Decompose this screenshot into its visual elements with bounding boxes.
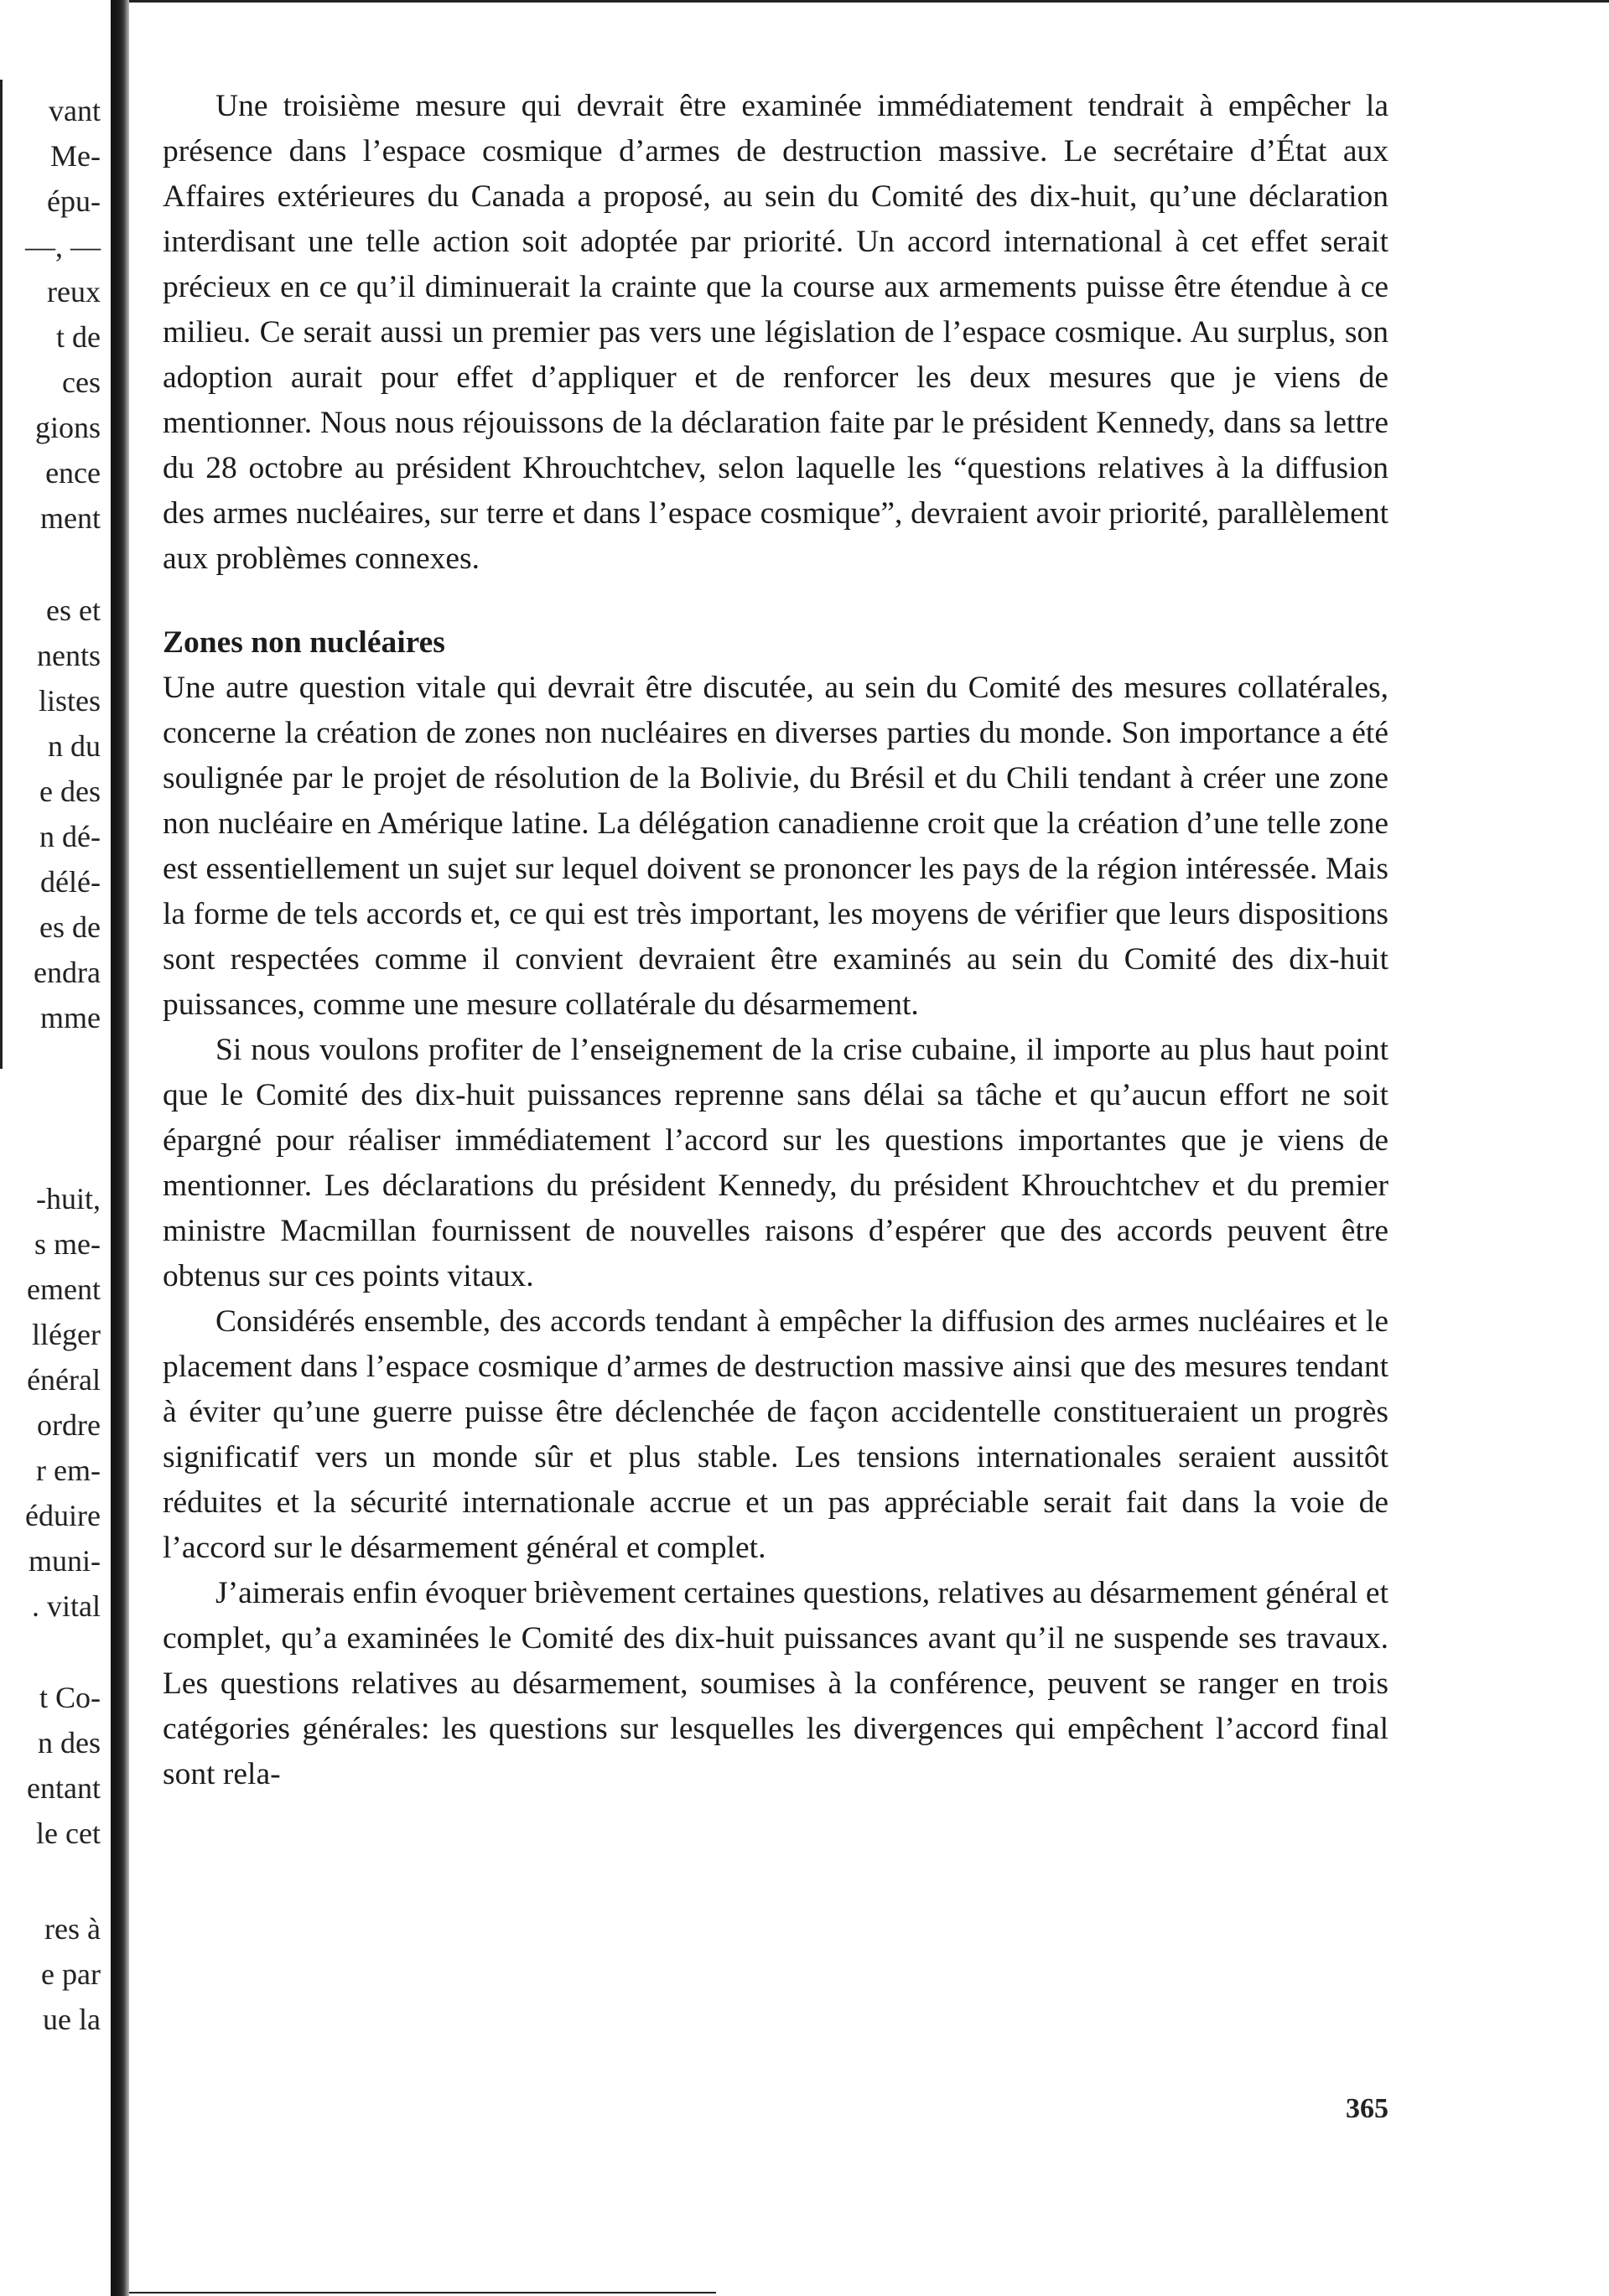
facing-page-fragment: ces	[62, 365, 101, 399]
facing-page-fragment: lléger	[32, 1318, 101, 1351]
facing-page-fragment: mme	[40, 1001, 101, 1034]
facing-page-fragment: s me-	[34, 1227, 101, 1261]
facing-page-fragment: es de	[39, 910, 101, 944]
facing-page-fragment: Me-	[50, 139, 101, 173]
facing-page-fragment: e par	[41, 1957, 101, 1991]
facing-page-fragment: délé-	[40, 865, 101, 899]
facing-page-rule	[0, 80, 3, 1069]
facing-page-fragment: . vital	[32, 1589, 101, 1623]
facing-page-fragment: ment	[40, 501, 101, 535]
text-column	[163, 84, 1388, 1797]
facing-page-fragment: —, —	[25, 230, 101, 263]
facing-page-fragment: n du	[48, 729, 101, 763]
body-paragraph: Une autre question vitale qui devrait être discutée, au sein du Comité des mesures collatérales, concerne la création de zones non nucléaires en diverses parties du monde. Son importance a été soulignée par le projet de résolution de la Bolivie, du Brésil et du Chili tendant à créer une zone non nucléaire en Amérique latine. La délégation canadienne croit que la création d’une telle zone est essentiellement un sujet sur lequel doivent se prononcer les pays de la région intéressée. Mais la forme de tels accords et, ce qui est très important, les moyens de vérifier que leurs dispositions sont respectées comme il convient devraient être examinés au sein du Comité des dix-huit puissances, comme une mesure collatérale du désarmement.	[163, 671, 1388, 1022]
facing-page-fragment: épu-	[47, 184, 101, 218]
facing-page-fragment: nents	[37, 639, 101, 672]
facing-page-fragment: muni-	[29, 1544, 101, 1578]
body-paragraph: Une troisième mesure qui devrait être examinée immédiatement tendrait à empêcher la présence dans l’espace cosmique d’armes de destruction massive. Le secrétaire d’État aux Affaires extérieures du Canada a proposé, au sein du Comité des dix-huit, qu’une déclaration interdisant une telle action soit adoptée par priorité. Un accord international à cet effet serait précieux en ce qu’il diminuerait la crainte que la course aux armements puisse être étendue à ce milieu. Ce serait aussi un premier pas vers une législation de l’espace cosmique. Au surplus, son adoption aurait pour effet d’appliquer et de renforcer les deux mesures que je viens de mentionner. Nous nous réjouissons de la déclaration faite par le président Kennedy, dans sa lettre du 28 octobre au président Khrouchtchev, selon laquelle les “questions relatives à la diffusion des armes nucléaires, sur terre et dans l’espace cosmique”, devraient avoir priorité, parallèlement aux problèmes connexes.	[163, 89, 1388, 576]
body-paragraph: Considérés ensemble, des accords tendant à empêcher la diffusion des armes nucléaires et le placement dans l’espace cosmique d’armes de destruction massive ainsi que des mesures tendant à éviter qu’une guerre puisse être déclenchée de façon accidentelle constitueraient un progrès significatif vers un monde sûr et plus stable. Les tensions internationales seraient aussitôt réduites et la sécurité internationale accrue et un pas appréciable serait fait dans la voie de l’accord sur le désarmement général et complet.	[163, 1304, 1388, 1565]
top-border-rule	[113, 0, 1609, 3]
facing-page-fragment: gions	[34, 411, 101, 444]
facing-page-fragment: ence	[45, 456, 101, 490]
facing-page-fragment: es et	[46, 593, 101, 627]
facing-page-fragment: éduire	[25, 1499, 101, 1532]
facing-page-fragment: -huit,	[36, 1182, 101, 1215]
facing-page-fragment: t Co-	[39, 1681, 101, 1714]
page-number: 365	[1346, 2093, 1388, 2124]
body-paragraph: J’aimerais enfin évoquer brièvement certaines questions, relatives au désarmement général et complet, qu’a examinées le Comité des dix-huit puissances avant qu’il ne suspende ses travaux. Les questions relatives au désarmement, soumises à la conférence, peuvent se ranger en trois catégories générales: les questions sur lesquelles les divergences qui empêchent l’accord final sont rela-	[163, 1576, 1388, 1791]
facing-page-fragment: res à	[44, 1912, 101, 1946]
facing-page-fragment: le cet	[36, 1817, 101, 1850]
facing-page-fragment: n des	[38, 1726, 101, 1760]
facing-page-fragment: e des	[39, 775, 101, 808]
bottom-rule	[129, 2292, 716, 2293]
binding-gutter	[111, 0, 129, 2296]
facing-page-fragment: ordre	[37, 1408, 101, 1442]
facing-page-fragment: n dé-	[39, 820, 101, 853]
facing-page-fragment: reux	[47, 275, 101, 308]
facing-page-fragment: ue la	[43, 2003, 101, 2036]
facing-page-fragment: listes	[38, 684, 101, 718]
facing-page-fragment: vant	[49, 94, 101, 127]
section-heading: Zones non nucléaires	[163, 625, 445, 660]
facing-page-fragment: r em-	[36, 1454, 101, 1487]
facing-page-fragment: ement	[27, 1272, 101, 1306]
facing-page-fragment: endra	[34, 956, 101, 989]
facing-page-fragment: t de	[56, 320, 101, 354]
facing-page-fragment: énéral	[27, 1363, 101, 1397]
facing-page-edge	[0, 0, 111, 2296]
body-paragraph: Si nous voulons profiter de l’enseignement de la crise cubaine, il importe au plus haut point que le Comité des dix-huit puissances reprenne sans délai sa tâche et qu’aucun effort ne soit épargné pour réaliser immédiatement l’accord sur les questions importantes que je viens de mentionner. Les déclarations du président Kennedy, du président Khrouchtchev et du premier ministre Macmillan fournissent de nouvelles raisons d’espérer que des accords peuvent être obtenus sur ces points vitaux.	[163, 1033, 1388, 1293]
facing-page-fragment: entant	[27, 1771, 101, 1805]
